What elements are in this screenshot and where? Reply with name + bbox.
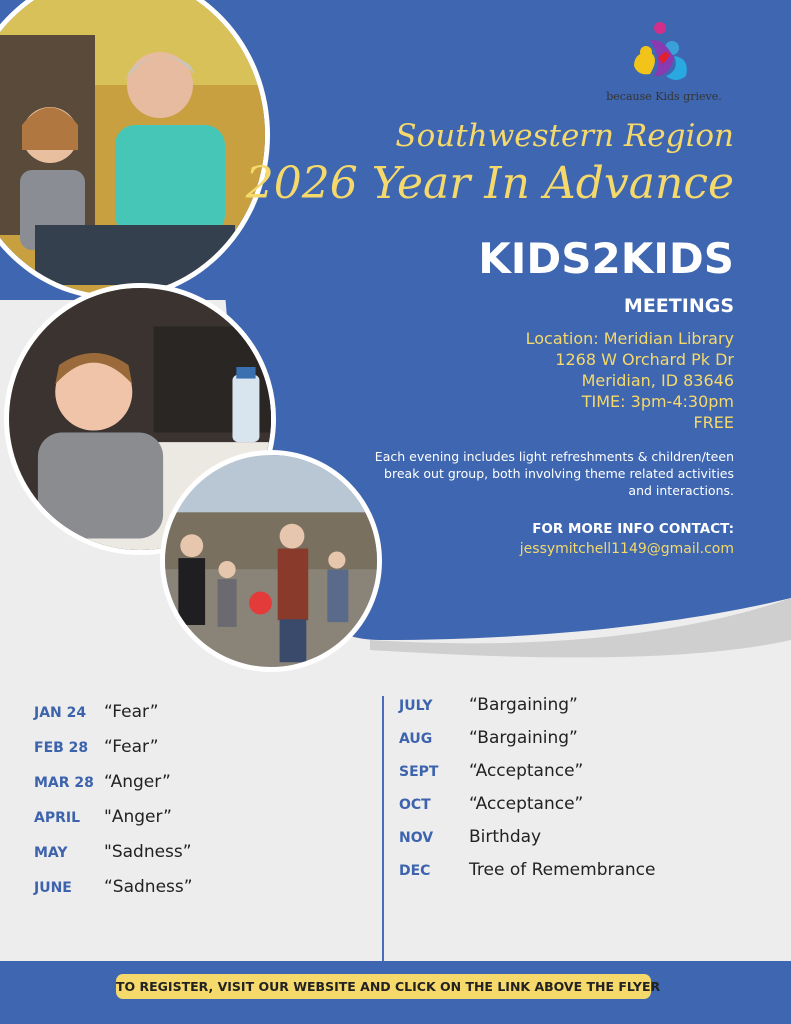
meetings-label: MEETINGS	[623, 295, 734, 317]
schedule-topic: “Acceptance”	[469, 794, 584, 814]
schedule-month: JUNE	[34, 880, 72, 896]
schedule-row	[34, 877, 193, 897]
schedule-row	[399, 827, 541, 847]
schedule-row	[34, 842, 192, 862]
schedule-row	[399, 695, 578, 715]
photo-group-outdoor	[160, 450, 382, 672]
location-line-1: Location: Meridian Library	[525, 329, 734, 348]
schedule-month: AUG	[399, 731, 433, 747]
schedule-row	[34, 702, 159, 722]
schedule-row	[399, 761, 583, 781]
contact-label: FOR MORE INFO CONTACT:	[532, 521, 734, 537]
schedule-row	[399, 860, 655, 880]
schedule-topic: Tree of Remembrance	[469, 860, 656, 880]
program-title: KIDS2KIDS	[478, 234, 734, 283]
schedule-row	[399, 794, 583, 814]
year-heading: 2026 Year In Advance	[245, 158, 734, 209]
location-line-3: Meridian, ID 83646	[581, 371, 734, 390]
time-line: TIME: 3pm-4:30pm	[581, 392, 734, 411]
contact-email-link[interactable]: jessymitchell1149@gmail.com	[519, 541, 734, 557]
location-block	[526, 328, 734, 433]
schedule-month: OCT	[399, 797, 431, 813]
region-heading: Southwestern Region	[395, 118, 734, 154]
schedule-month: MAY	[34, 845, 68, 861]
schedule-row	[34, 737, 159, 757]
schedule-topic: “Bargaining”	[469, 695, 578, 715]
logo-text: because Kids grieve.	[606, 90, 722, 103]
schedule-month: JAN 24	[34, 705, 87, 721]
schedule-row	[34, 772, 171, 792]
schedule-month: JULY	[399, 698, 433, 714]
schedule-topic: Birthday	[469, 827, 542, 847]
cost-line: FREE	[693, 413, 734, 432]
description: Each evening includes light refreshments & children/teen break out group, both involving theme related activities and interactions.	[374, 449, 734, 498]
schedule-month: FEB 28	[34, 740, 89, 756]
schedule-topic: “Fear”	[104, 702, 159, 722]
schedule-divider	[382, 696, 384, 961]
schedule-month: DEC	[399, 863, 431, 879]
schedule-row	[399, 728, 578, 748]
schedule-month: NOV	[399, 830, 434, 846]
schedule-topic: “Acceptance”	[469, 761, 584, 781]
schedule-topic: "Anger”	[104, 807, 172, 827]
schedule-topic: “Sadness”	[104, 877, 193, 897]
schedule-month: SEPT	[399, 764, 439, 780]
schedule-topic: “Fear”	[104, 737, 159, 757]
schedule-month: MAR 28	[34, 775, 94, 791]
schedule-month: APRIL	[34, 810, 81, 826]
register-banner[interactable]: TO REGISTER, VISIT OUR WEBSITE AND CLICK ON THE LINK ABOVE THE FLYER	[116, 974, 651, 999]
schedule-topic: “Anger”	[104, 772, 171, 792]
schedule-topic: "Sadness”	[104, 842, 192, 862]
location-line-2: 1268 W Orchard Pk Dr	[555, 350, 734, 369]
schedule-row	[34, 807, 172, 827]
schedule-topic: “Bargaining”	[469, 728, 578, 748]
